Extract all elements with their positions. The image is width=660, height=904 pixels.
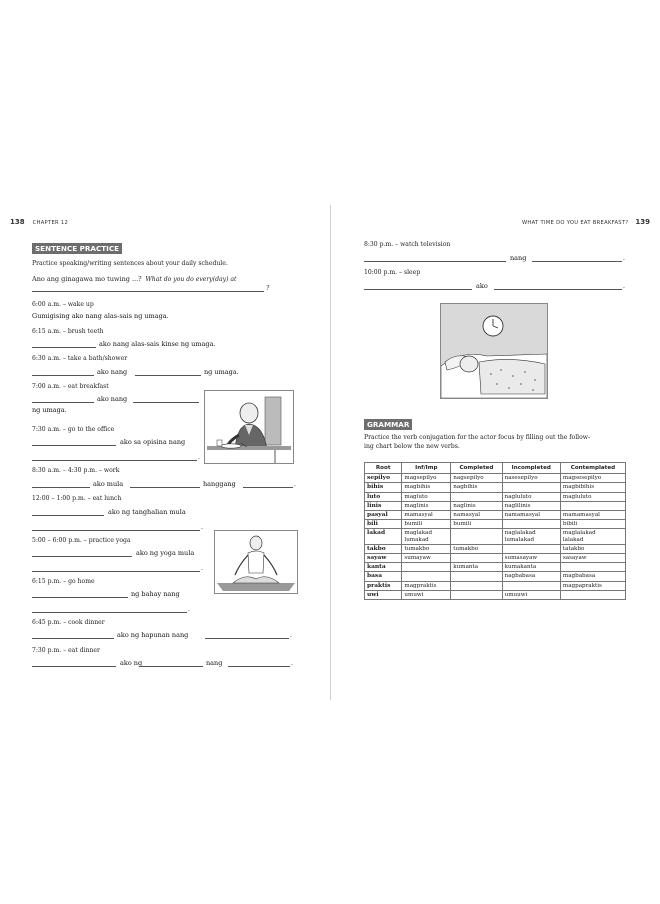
item-time-4: 7:00 a.m. – eat breakfast [32,383,109,390]
item-text-7: ako ng tanghalian mula [108,508,186,516]
breakfast-illustration [204,390,294,464]
item-blank-6a[interactable] [32,487,90,488]
cell-incompleted[interactable] [502,483,560,492]
cell-contemplated: tatakbo [560,544,625,553]
cell-incompleted: nagluluto [502,492,560,501]
cell-incompleted[interactable] [502,544,560,553]
woman-practicing-yoga-icon [215,531,297,593]
verb-conjugation-table [364,462,626,600]
item-blank-6b[interactable] [130,487,200,488]
item-time-6: 8:30 a.m. – 4:30 p.m. – work [32,467,120,474]
item-time-1: 6:00 a.m. – wake up [32,301,94,308]
grammar-title: GRAMMAR [364,419,412,430]
item-text-5: ako sa opisina nang [120,438,186,446]
cell-contemplated[interactable] [560,563,625,572]
cell-inf-imp: sumayaw [402,554,451,563]
table-header-row [365,463,626,474]
item-time-5: 7:30 a.m. – go to the office [32,426,115,433]
cell-root: uwi [365,590,402,599]
cell-incompleted[interactable] [502,520,560,529]
book-spine [330,205,331,700]
prompt-tagalog: Ano ang ginagawa mo tuwing ...? [32,275,142,283]
item-text-10: ako ng hapunan nang [117,631,189,639]
cell-contemplated: magpapraktis [560,581,625,590]
cell-incompleted[interactable] [502,581,560,590]
header-inf-imp: Inf/Imp [402,463,451,474]
item-blank-13a[interactable] [364,289,472,290]
cell-inf-imp: umuwi [402,590,451,599]
item-text-9: ng bahay nang [131,590,180,598]
item-blank-11b[interactable] [139,666,203,667]
item-text-8: ako ng yoga mula [136,549,195,557]
cell-inf-imp: tumakbo [402,544,451,553]
cell-completed: tumakbo [451,544,502,553]
cell-inf-imp[interactable] [402,572,451,581]
cell-completed: kumanta [451,563,502,572]
item-blank-7a[interactable] [32,515,104,516]
cell-completed[interactable] [451,572,502,581]
item-blank-10b[interactable] [205,638,289,639]
cell-root: praktis [365,581,402,590]
cell-root: bihis [365,483,402,492]
yoga-illustration [214,530,298,594]
item-blank-7b[interactable] [32,530,200,531]
table-row [365,572,626,581]
cell-inf-imp: mamasyal [402,511,451,520]
cell-contemplated: magsesepilyo [560,474,625,483]
right-page: WHAT TIME DO YOU EAT BREAKFAST? 139 8:30 p.m. – watch television nang . 10:00 p.m. – sleep ako . GRAMMAR Practice the verb conjugation for the actor focus by filling out the follow- ing chart below the new verbs. Root Inf/Imp Completed Incompleted Contemplated sepilyo magsepilyo nagsepilyo nasesepilyo magsesepilyo bihis magbihis nagbihis magbibihis luto magluto nagluluto magluluto linis maglinis naglinis naglilinis pasyal mamasyal namasyal namamasyal mamamasyal bili bumili bumili bibili lakad maglakad lumakad naglalakad lumalakad maglalakad lalakad takbo tumakbo tumakbo tatakbo sayaw sumayaw sumasayaw sasayaw kanta kumanta kumakanta basa nagbabasa magbabasa praktis magpraktis magpapraktis uwi umuwi umuuwi [332,205,660,705]
item-blank-6c[interactable] [243,487,293,488]
cell-root: linis [365,501,402,510]
item-time-13: 10:00 p.m. – sleep [364,269,421,276]
cell-inf-imp: maglinis [402,501,451,510]
item-blank-4a[interactable] [32,402,94,403]
grammar-instruction-line-1: Practice the verb conjugation for the actor focus by filling out the follow- [364,434,591,441]
prompt-blank[interactable] [32,291,264,292]
item-blank-10a[interactable] [32,638,114,639]
table-row [365,529,626,544]
cell-root: basa [365,572,402,581]
cell-completed: nagsepilyo [451,474,502,483]
cell-completed[interactable] [451,590,502,599]
cell-completed[interactable] [451,492,502,501]
cell-contemplated: magbibihis [560,483,625,492]
item-text-3b: ng umaga. [204,368,239,376]
cell-root: takbo [365,544,402,553]
prompt-english: What do you do every(day) at [145,276,237,283]
item-time-3: 6:30 a.m. – take a bath/shower [32,355,128,362]
cell-inf-imp: magluto [402,492,451,501]
table-row [365,590,626,599]
cell-contemplated[interactable] [560,590,625,599]
table-row [365,544,626,553]
cell-root: pasyal [365,511,402,520]
item-blank-3a[interactable] [32,375,94,376]
table-row [365,581,626,590]
chapter-label: CHAPTER 12 [32,220,69,226]
cell-root: sepilyo [365,474,402,483]
cell-contemplated: mamamasyal [560,511,625,520]
item-text-11a: ako ng [120,659,143,667]
item-blank-9a[interactable] [32,597,128,598]
cell-incompleted: sumasayaw [502,554,560,563]
item-blank-13b[interactable] [494,289,622,290]
cell-contemplated: magbabasa [560,572,625,581]
cell-root: kanta [365,563,402,572]
item-blank-5a[interactable] [32,445,116,446]
cell-completed: namasyal [451,511,502,520]
cell-incompleted: nagbabasa [502,572,560,581]
cell-completed[interactable] [451,529,502,544]
item-time-8: 5:00 – 6:00 p.m. – practice yoga [32,537,131,544]
prompt-end: ? [266,285,270,292]
cell-completed: bumili [451,520,502,529]
item-time-2: 6:15 a.m. – brush teeth [32,328,104,335]
item-time-12: 8:30 p.m. – watch television [364,241,451,248]
table-row [365,501,626,510]
cell-completed: naglinis [451,501,502,510]
item-time-10: 6:45 p.m. – cook dinner [32,619,105,626]
cell-incompleted: namamasyal [502,511,560,520]
cell-root: lakad [365,529,402,544]
item-time-11: 7:30 p.m. – eat dinner [32,647,100,654]
woman-sleeping-under-clock-icon [441,304,547,398]
item-blank-2a[interactable] [32,347,96,348]
cell-contemplated: maglalakad lalakad [560,529,625,544]
left-running-head [10,218,68,226]
item-blank-11a[interactable] [32,666,116,667]
item-blank-3b[interactable] [135,375,201,376]
item-text-2: ako nang alas-sais kinse ng umaga. [99,340,216,348]
header-incompleted: Incompleted [502,463,560,474]
cell-inf-imp: magpraktis [402,581,451,590]
cell-inf-imp: magbihis [402,483,451,492]
item-text-6b: hanggang [203,480,236,488]
item-blank-12b[interactable] [532,261,622,262]
item-time-7: 12:00 – 1:00 p.m. – eat lunch [32,495,122,502]
cell-contemplated[interactable] [560,501,625,510]
item-text-4a: ako nang [97,395,128,403]
item-blank-8b[interactable] [32,571,200,572]
cell-incompleted: umuuwi [502,590,560,599]
cell-incompleted: kumakanta [502,563,560,572]
table-row [365,563,626,572]
table-row [365,474,626,483]
right-running-head [522,218,650,226]
cell-completed[interactable] [451,554,502,563]
item-answer-1: Gumigising ako nang alas-sais ng umaga. [32,312,169,320]
item-time-9: 6:15 p.m. – go home [32,578,95,585]
item-blank-8a[interactable] [32,556,132,557]
right-page-number: 139 [635,218,650,226]
table-row [365,483,626,492]
cell-contemplated: sasayaw [560,554,625,563]
header-contemplated: Contemplated [560,463,625,474]
item-blank-9b[interactable] [32,612,187,613]
table-row [365,511,626,520]
table-row [365,492,626,501]
header-completed: Completed [451,463,502,474]
table-row [365,520,626,529]
cell-inf-imp[interactable] [402,563,451,572]
item-text-13: ako [476,282,488,290]
chapter-question-title: WHAT TIME DO YOU EAT BREAKFAST? [521,220,629,226]
cell-incompleted: naglalakad lumalakad [502,529,560,544]
cell-inf-imp: magsepilyo [402,474,451,483]
cell-root: luto [365,492,402,501]
item-blank-5b[interactable] [32,460,197,461]
section-title: SENTENCE PRACTICE [32,243,122,254]
sleeping-illustration [440,303,548,399]
cell-incompleted: naglilinis [502,501,560,510]
item-text-11b: nang [206,659,223,667]
table-row [365,554,626,563]
item-blank-11c[interactable] [228,666,290,667]
woman-eating-breakfast-icon [205,391,293,463]
header-root: Root [365,463,402,474]
cell-root: bili [365,520,402,529]
instruction-text: Practice speaking/writing sentences about your daily schedule. [32,260,228,267]
item-text-4b: ng umaga. [32,406,67,414]
item-text-6a: ako mula [93,480,124,488]
item-blank-12a[interactable] [364,261,506,262]
left-page-number: 138 [10,218,25,226]
item-blank-4b[interactable] [133,402,199,403]
left-page: 138 CHAPTER 12 SENTENCE PRACTICE Practice speaking/writing sentences about your daily schedule. Ano ang ginagawa mo tuwing ...? What do you do every(day) at ? 6:00 a.m. – wake up Gumigising ako nang alas-sais ng umaga. 6:15 a.m. – brush teeth ako nang alas-sais kinse ng umaga. 6:30 a.m. – take a bath/shower ako nang ng umaga. 7:00 a.m. – eat breakfast ako nang ng umaga. 7:30 a.m. – go to the office ako sa opisina nang . 8:30 a.m. – 4:30 p.m. – work ako mula hanggang . 12:00 – 1:00 p.m. – eat lunch ako ng tanghalian mula . 5:00 – 6:00 p.m. – practice yoga ako ng yoga mula . 6:15 p.m. – go home ng bahay nang . 6:45 p.m. – cook dinner ako ng hapunan nang . 7:30 p.m. – eat dinner ako ng nang . [0,205,328,705]
cell-completed[interactable] [451,581,502,590]
cell-completed: nagbihis [451,483,502,492]
item-text-12: nang [510,254,527,262]
cell-incompleted: nasesepilyo [502,474,560,483]
cell-inf-imp: bumili [402,520,451,529]
item-text-3a: ako nang [97,368,128,376]
cell-inf-imp: maglakad lumakad [402,529,451,544]
cell-root: sayaw [365,554,402,563]
cell-contemplated: bibili [560,520,625,529]
grammar-instruction-line-2: ing chart below the new verbs. [364,443,460,450]
prompt [32,275,237,284]
cell-contemplated: magluluto [560,492,625,501]
